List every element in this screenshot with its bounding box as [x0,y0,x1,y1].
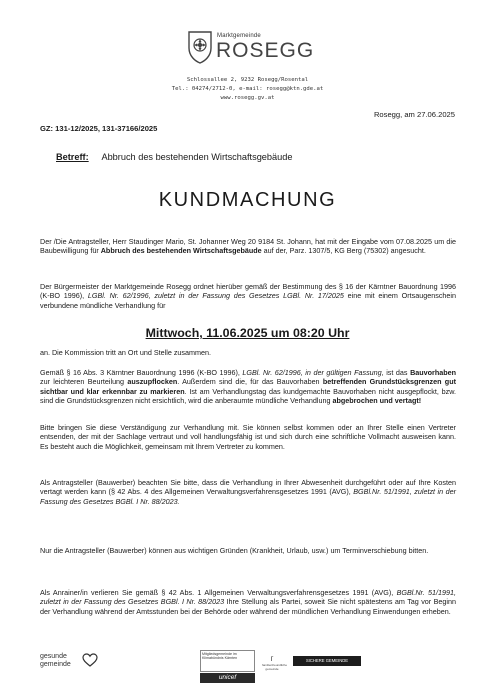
address-line: Schlossallee 2, 9232 Rosegg/Rosental [186,77,309,83]
letterhead-name: ROSEGG [216,39,315,62]
text: Gemäß § 16 Abs. 3 Kärntner Bauordnung 1996 (K-BO 1996), [40,368,243,377]
text-bold: Bauvorhaben [410,368,457,377]
website-link[interactable]: www.rosegg.gv.at [220,95,275,101]
text: , ist das [381,368,411,377]
letterhead-small-text: Marktgemeinde [217,33,261,39]
page-title: KUNDMACHUNG [158,189,337,211]
logo-text: gemeinde [40,661,71,668]
heart-icon [82,653,98,667]
hearing-date: Mittwoch, 11.06.2025 um 08:20 Uhr [145,326,350,340]
reference-number: GZ: 131-12/2025, 131-37166/2025 [40,124,158,133]
text: auf der, Parz. 1307/5, KG Berg (75302) angesucht. [261,246,426,256]
gesunde-gemeinde-logo [40,653,71,669]
text: Der Bürgermeister der Marktgemeinde Rosegg ordnet hierüber gemäß der Bestimmung des § 16 der Kärntner Bauordnung 1996 (K-BO 1996), [40,282,456,301]
climate-alliance-badge: Mitgliedsgemeinde im Klimabündnis Kärnten [200,650,255,672]
paragraph-application [40,237,456,256]
text: . Außerdem sind die, für das Bauvorhaben [177,377,323,387]
text-italic: LGBl. Nr. 62/1996, zuletzt in der Fassung des Gesetzes LGBl. Nr. 17/2025 [87,291,344,301]
subject-text: Abbruch des bestehenden Wirtschaftsgebäude [101,152,293,162]
paragraph-representative: Bitte bringen Sie diese Verständigung zur Verhandlung mit. Sie können selbst kommen oder an Ihrer Stelle einen Vertreter entsenden, der mit der Sachlage vertraut und voll handlungsfähig ist und sich durch eine schriftliche Vollmacht ausweisen kann. Es besteht auch die Möglichkeit, gemeinsam mit Ihrem Vertreter zu kommen. [40,423,456,451]
subject-label: Betreff: [56,152,89,162]
text: Als Anrainer/in verlieren Sie gemäß § 42 Abs. 1 Allgemeinen Verwaltungsverfahrensgesetzes 1991 (AVG), [40,588,397,597]
document-date: Rosegg, am 27.06.2025 [373,110,455,119]
paragraph-staking [40,368,456,406]
subject-line [56,152,292,162]
contact-line: Tel.: 04274/2712-0, e-mail: rosegg@ktn.gde.at [171,86,324,92]
text-bold: betreffenden Grundstücksgrenzen gut sichtbar und klar erkennbar zu markieren [40,377,456,396]
footer-logos [0,644,495,700]
unicef-logo: unicef [200,673,255,683]
text: . Ist am Verhandlungstag das kundgemachte Bauvorhaben nicht ausgepflockt, bzw. sind die Grundstücksgrenzen nicht ersichtlich, wird die anberaumte mündliche Verhandlung [40,386,456,406]
text-italic: BGBl.Nr. 51/1991, zuletzt in der Fassung des Gesetzes BGBl. I Nr. 88/2023. [40,487,456,506]
text-bold: abgebrochen und vertagt! [332,396,422,406]
letterhead-logo [186,30,316,70]
badge-mark: ᴦ [270,654,274,663]
text-bold: auszupflocken [127,377,178,387]
text: Der /Die Antragsteller, Herr Staudinger Mario, St. Johanner Weg 20 9184 St. Johann, hat mit der Eingabe vom 07.08.2025 um die Baubewilligung für [40,237,456,256]
paragraph-applicant-notice [40,478,456,506]
paragraph-neighbours [40,588,456,616]
text-italic: BGBl.Nr. 51/1991, zuletzt in der Fassung des Gesetzes BGBl. I Nr. 88/2023 [40,588,457,607]
text: Ihre Stellung als Partei, soweit Sie nicht spätestens am Tag vor Beginn der Verhandlung während der Amtsstunden bei der Behörde oder während der mündlichen Verhandlung Einwendungen erheben. [40,597,456,616]
paragraph-commission: an. Die Kommission tritt an Ort und Stelle zusammen. [40,348,211,357]
paragraph-postponement: Nur die Antragsteller (Bauwerber) können aus wichtigen Gründen (Krankheit, Urlaub, usw.) um Terminverschiebung bitten. [40,546,429,555]
text: eine mit einem Ortsaugenschein verbundene mündliche Verhandlung für [40,291,457,310]
text: zur leichteren Beurteilung [40,377,128,387]
badge-text: familienfreundliche gemeinde [262,663,288,671]
text-bold: Abbruch des bestehenden Wirtschaftsgebäude [100,246,262,256]
sichere-gemeinde-badge: SICHERE GEMEINDE [293,656,361,666]
text: Als Antragsteller (Bauwerber) beachten Sie bitte, dass die Verhandlung in Ihrer Abwesenheit durchgeführt oder auf Ihre Kosten vertagt werden kann (§ 42 Abs. 4 des Allgemeinen Verwaltungsverfahrensgesetzes 1991 (AVG), [40,478,456,497]
text-italic: LGBl. Nr. 62/1996, in der gültigen Fassung [242,368,382,377]
paragraph-order [40,282,456,310]
family-friendly-badge [262,654,288,676]
crest-icon [186,30,214,64]
logo-text: gesunde [40,653,67,660]
